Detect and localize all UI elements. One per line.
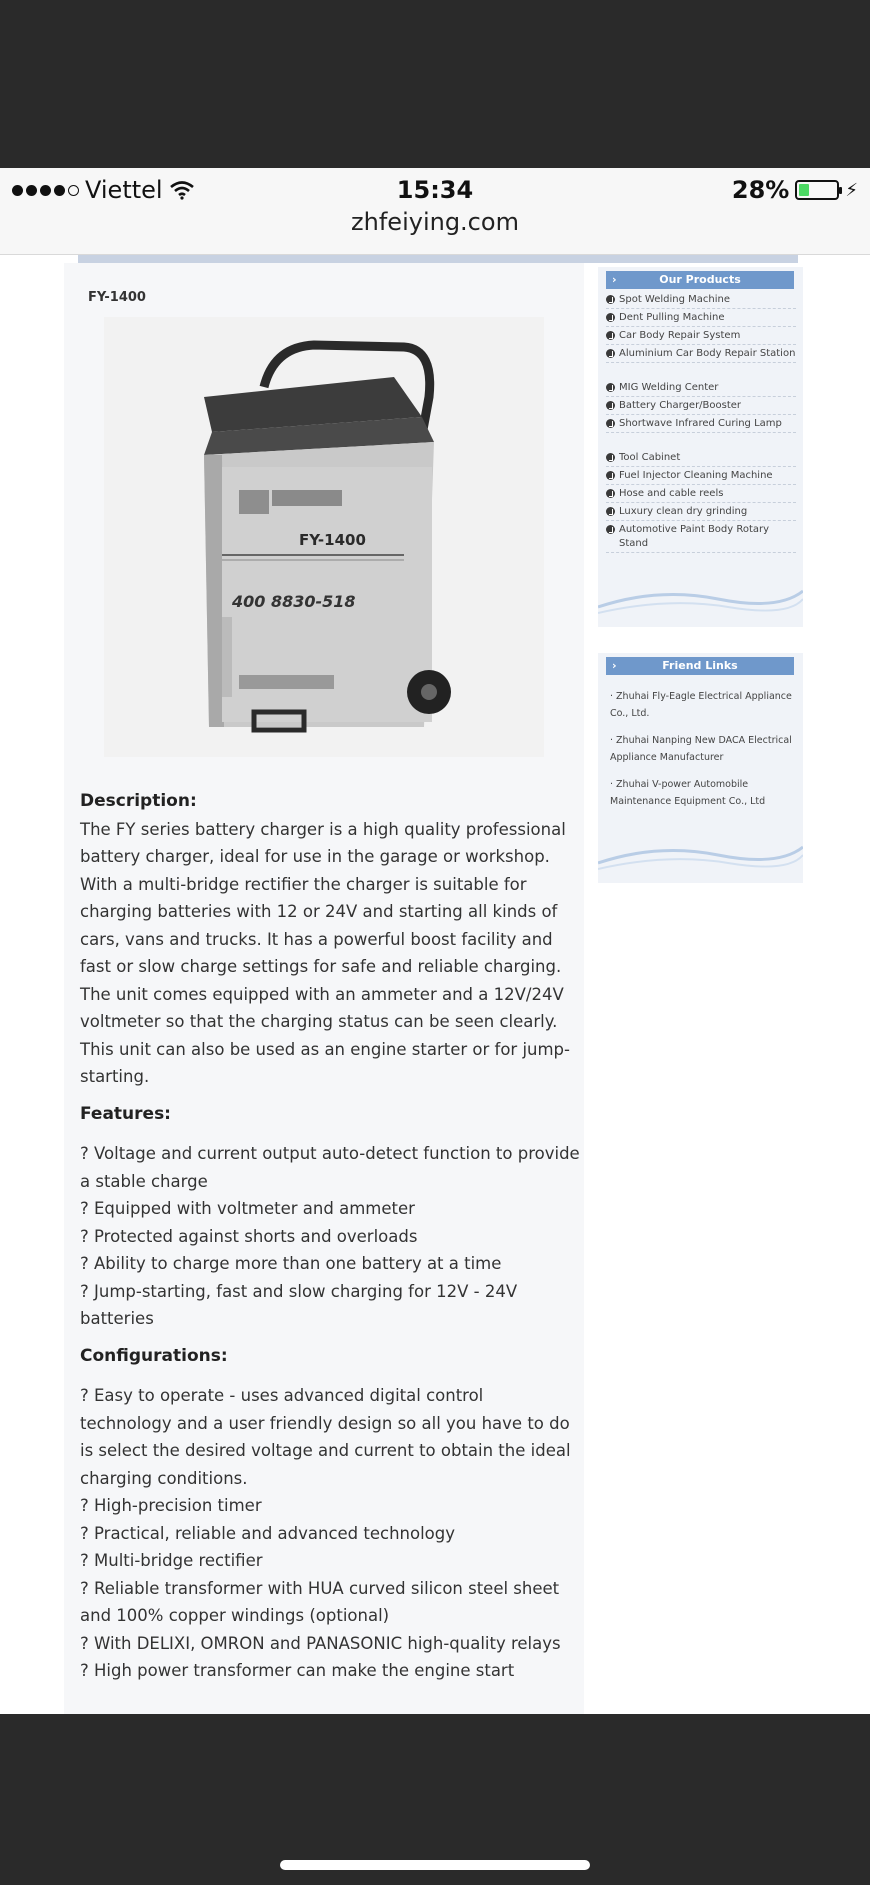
battery-status [732,176,858,204]
product-content [80,788,580,1685]
friend-links-panel [598,653,803,883]
product-link-label[interactable]: Luxury clean dry grinding [619,506,748,517]
feature-item: ? Ability to charge more than one battery at a time [80,1254,502,1273]
product-link[interactable] [606,451,796,467]
configurations-heading: Configurations: [80,1345,228,1366]
description-heading: Description: [80,791,197,811]
product-link[interactable] [606,523,796,553]
product-link-label[interactable]: MIG Welding Center [619,382,719,393]
product-link-label[interactable]: Aluminium Car Body Repair Station [619,348,796,359]
check-bullet-icon [606,295,615,304]
product-link-label[interactable]: Shortwave Infrared Curing Lamp [619,418,782,429]
web-page[interactable] [0,255,870,1714]
description-text: The FY series battery charger is a high quality professional battery charger, ideal for use in the garage or workshop. With a multi-bridge rectifier the charger is suitable for charging batteries with 12 or 24V and starting all kinds of cars, vans and trucks. It has a powerful boost facility and fast or slow charge settings for safe and reliable charging. The unit comes equipped with an ammeter and a 12V/24V voltmeter so that the charging status can be seen clearly. This unit can also be used as an engine starter or for jump-starting. [80,819,570,1086]
product-link[interactable] [606,381,796,397]
product-link-label[interactable]: Fuel Injector Cleaning Machine [619,470,773,481]
our-products-header [606,271,794,289]
configuration-item: ? Easy to operate - uses advanced digital control technology and a user friendly design so all you have to do is select the desired voltage and current to obtain the ideal charging conditions. [80,1386,571,1488]
check-bullet-icon [606,471,615,480]
clock: 15:34 [396,176,474,204]
battery-icon [795,180,839,200]
image-model-text: FY-1400 [299,531,366,549]
configuration-item: ? High-precision timer [80,1496,262,1515]
feature-item: ? Voltage and current output auto-detect function to provide a stable charge [80,1144,580,1191]
product-link-label[interactable]: Spot Welding Machine [619,294,730,305]
product-link[interactable] [606,399,796,415]
check-bullet-icon [606,489,615,498]
product-link[interactable] [606,487,796,503]
product-link[interactable] [606,417,796,433]
configuration-item: ? With DELIXI, OMRON and PANASONIC high-quality relays [80,1633,561,1653]
product-link[interactable] [606,293,796,309]
check-bullet-icon [606,349,615,358]
friend-link[interactable]: · Zhuhai V-power Automobile Maintenance Equipment Co., Ltd [610,779,766,807]
configuration-item: ? Multi-bridge rectifier [80,1551,263,1570]
check-bullet-icon [606,525,615,534]
product-link-label[interactable]: Tool Cabinet [619,452,681,463]
image-phone-text: 400 8830-518 [232,592,356,611]
our-products-title: Our Products [659,273,741,286]
check-bullet-icon [606,313,615,322]
features-heading: Features: [80,1103,171,1124]
friend-link[interactable]: · Zhuhai Nanping New DACA Electrical Appliance Manufacturer [610,735,792,763]
product-link[interactable] [606,311,796,327]
friend-links-header [606,657,794,675]
check-bullet-icon [606,507,615,516]
top-strip [78,255,798,263]
status-bar [0,168,870,255]
product-link[interactable] [606,347,796,363]
configuration-item: ? Practical, reliable and advanced technology [80,1523,456,1543]
check-bullet-icon [606,331,615,340]
check-bullet-icon [606,453,615,462]
product-link-label[interactable]: Battery Charger/Booster [619,400,742,411]
carrier-name: Viettel [85,176,163,204]
charging-icon: ⚡ [845,179,858,201]
product-link-label[interactable]: Car Body Repair System [619,330,741,341]
product-link[interactable] [606,329,796,345]
feature-item: ? Jump-starting, fast and slow charging for 12V - 24V batteries [80,1281,518,1328]
battery-percent: 28% [731,176,790,204]
product-link[interactable] [606,505,796,521]
friend-link[interactable]: · Zhuhai Fly-Eagle Electrical Appliance Co., Ltd. [610,691,792,719]
product-link-label[interactable]: Hose and cable reels [619,488,724,499]
url-bar[interactable]: zhfeiying.com [351,208,519,236]
our-products-panel [598,267,803,627]
decorative-wave [598,577,803,617]
product-model-label: FY-1400 [88,290,146,305]
configuration-item: ? Reliable transformer with HUA curved silicon steel sheet and 100% copper windings (optional) [80,1578,560,1625]
check-bullet-icon [606,419,615,428]
feature-item: ? Protected against shorts and overloads [80,1226,418,1246]
chevron-right-icon: › [612,273,617,286]
product-link-label[interactable]: Dent Pulling Machine [619,312,725,323]
check-bullet-icon [606,383,615,392]
friend-links-title: Friend Links [662,659,738,672]
top-dark-band [0,0,870,168]
chevron-right-icon: › [612,659,617,672]
product-link[interactable] [606,469,796,485]
product-link-label[interactable]: Automotive Paint Body Rotary Stand [619,524,770,549]
feature-item: ? Equipped with voltmeter and ammeter [80,1199,415,1218]
home-indicator[interactable] [280,1860,590,1870]
check-bullet-icon [606,401,615,410]
configuration-item: ? High power transformer can make the engine start [80,1661,515,1680]
product-image[interactable] [104,317,544,757]
decorative-wave [598,833,803,873]
